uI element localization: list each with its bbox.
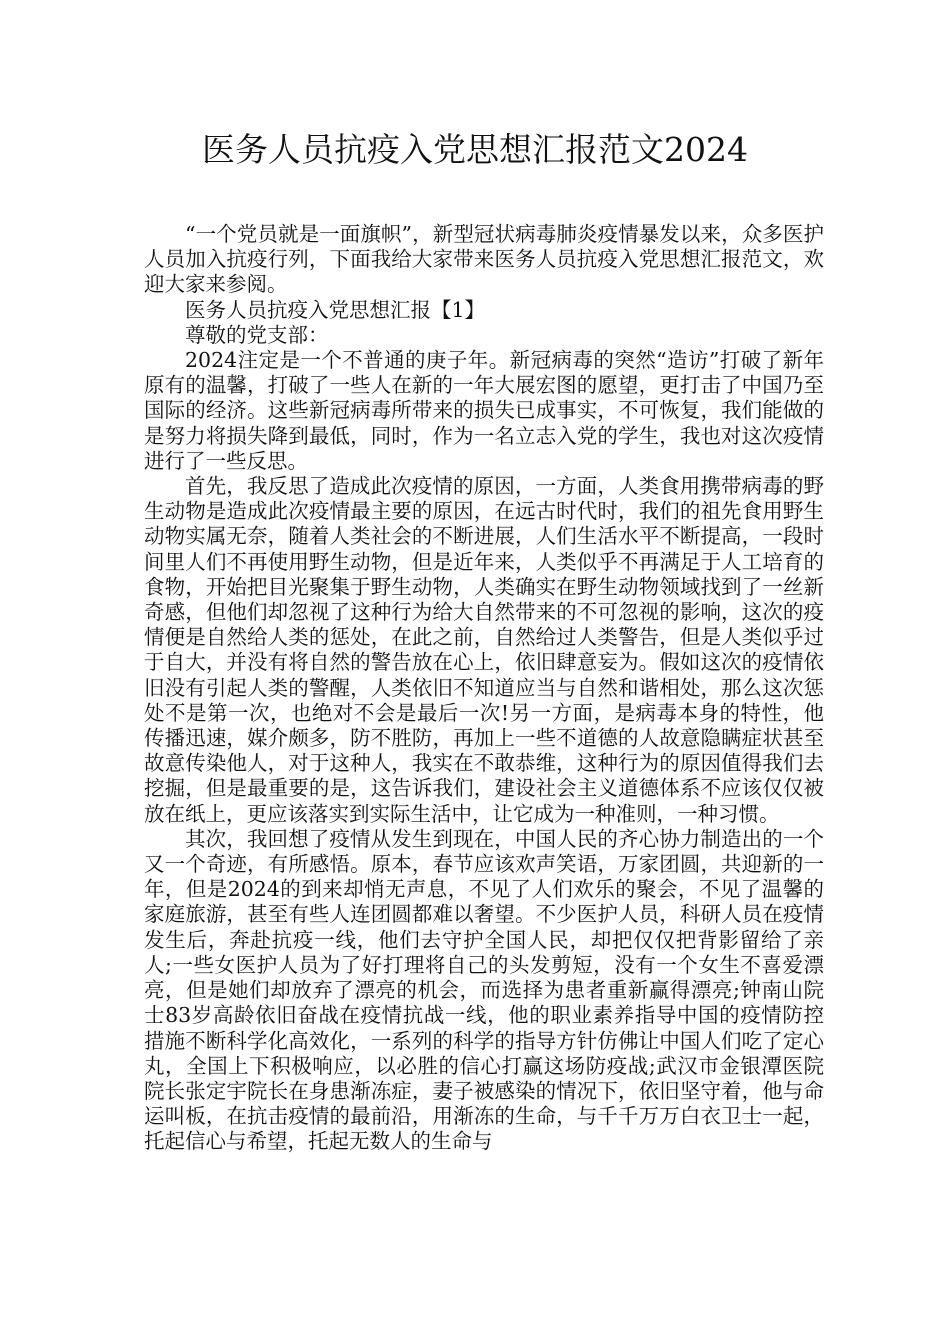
salutation: 尊敬的党支部： [185,322,329,347]
body-paragraph: 首先，我反思了造成此次疫情的原因，一方面，人类食用携带病毒的野生动物是造成此次疫情最主要的原因，在远古时代时，我们的祖先食用野生动物实属无奈，随着人类社会的不断进展，人们生活水平不断提高，一段时间里人们不再使用野生动物，但是近年来，人类似乎不再满足于人工培育的食物，开始把目光聚集于野生动物，人类确实在野生动物领域找到了一丝新奇感，但他们却忽视了这种行为给大自然带来的不可忽视的影响，这次的疫情便是自然给人类的惩处，在此之前，自然给过人类警告，但是人类似乎过于自大，并没有将自然的警告放在心上，依旧肆意妄为。假如这次的疫情依旧没有引起人类的警醒，人类依旧不知道应当与自然和谐相处，那么这次惩处不是第一次，也绝对不会是最后一次!另一方面，是病毒本身的特性，他传播迅速，媒介颇多，防不胜防，再加上一些不道德的人故意隐瞒症状甚至故意传染他人，对于这种人，我实在不敢恭维，这种行为的原因值得我们去挖掘，但是最重要的是，这告诉我们，建设社会主义道德体系不应该仅仅被放在纸上，更应该落实到实际生活中，让它成为一种准则，一种习惯。 [144,474,824,826]
intro-paragraph: “一个党员就是一面旗帜”，新型冠状病毒肺炎疫情暴发以来，众多医护人员加入抗疫行列，下面我给大家带来医务人员抗疫入党思想汇报范文，欢迎大家来参阅。 [144,222,824,297]
document-title: 医务人员抗疫入党思想汇报范文2024 [202,130,748,169]
document-body [144,222,824,1155]
body-paragraph: 2024注定是一个不普通的庚子年。新冠病毒的突然“造访”打破了新年原有的温馨，打破了一些人在新的一年大展宏图的愿望，更打击了中国乃至国际的经济。这些新冠病毒所带来的损失已成事实，不可恢复，我们能做的是努力将损失降到最低，同时，作为一名立志入党的学生，我也对这次疫情进行了一些反思。 [144,348,824,473]
body-paragraph: 其次，我回想了疫情从发生到现在，中国人民的齐心协力制造出的一个又一个奇迹，有所感悟。原本，春节应该欢声笑语，万家团圆，共迎新的一年，但是2024的到来却悄无声息，不见了人们欢乐的聚会，不见了温馨的家庭旅游，甚至有些人连团圆都难以奢望。不少医护人员，科研人员在疫情发生后，奔赴抗疫一线，他们去守护全国人民，却把仅仅把背影留给了亲人;一些女医护人员为了好打理将自己的头发剪短，没有一个女生不喜爱漂亮，但是她们却放弃了漂亮的机会，而选择为患者重新赢得漂亮;钟南山院士83岁高龄依旧奋战在疫情抗战一线，他的职业素养指导中国的疫情防控措施不断科学化高效化，一系列的科学的指导方针仿佛让中国人们吃了定心丸，全国上下积极响应，以必胜的信心打赢这场防疫战;武汉市金银潭医院院长张定宇院长在身患渐冻症，妻子被感染的情况下，依旧坚守着，他与命运叫板，在抗击疫情的最前沿，用渐冻的生命，与千千万万白衣卫士一起，托起信心与希望，托起无数人的生命与 [144,826,824,1154]
section-heading: 医务人员抗疫入党思想汇报【1】 [185,297,486,322]
